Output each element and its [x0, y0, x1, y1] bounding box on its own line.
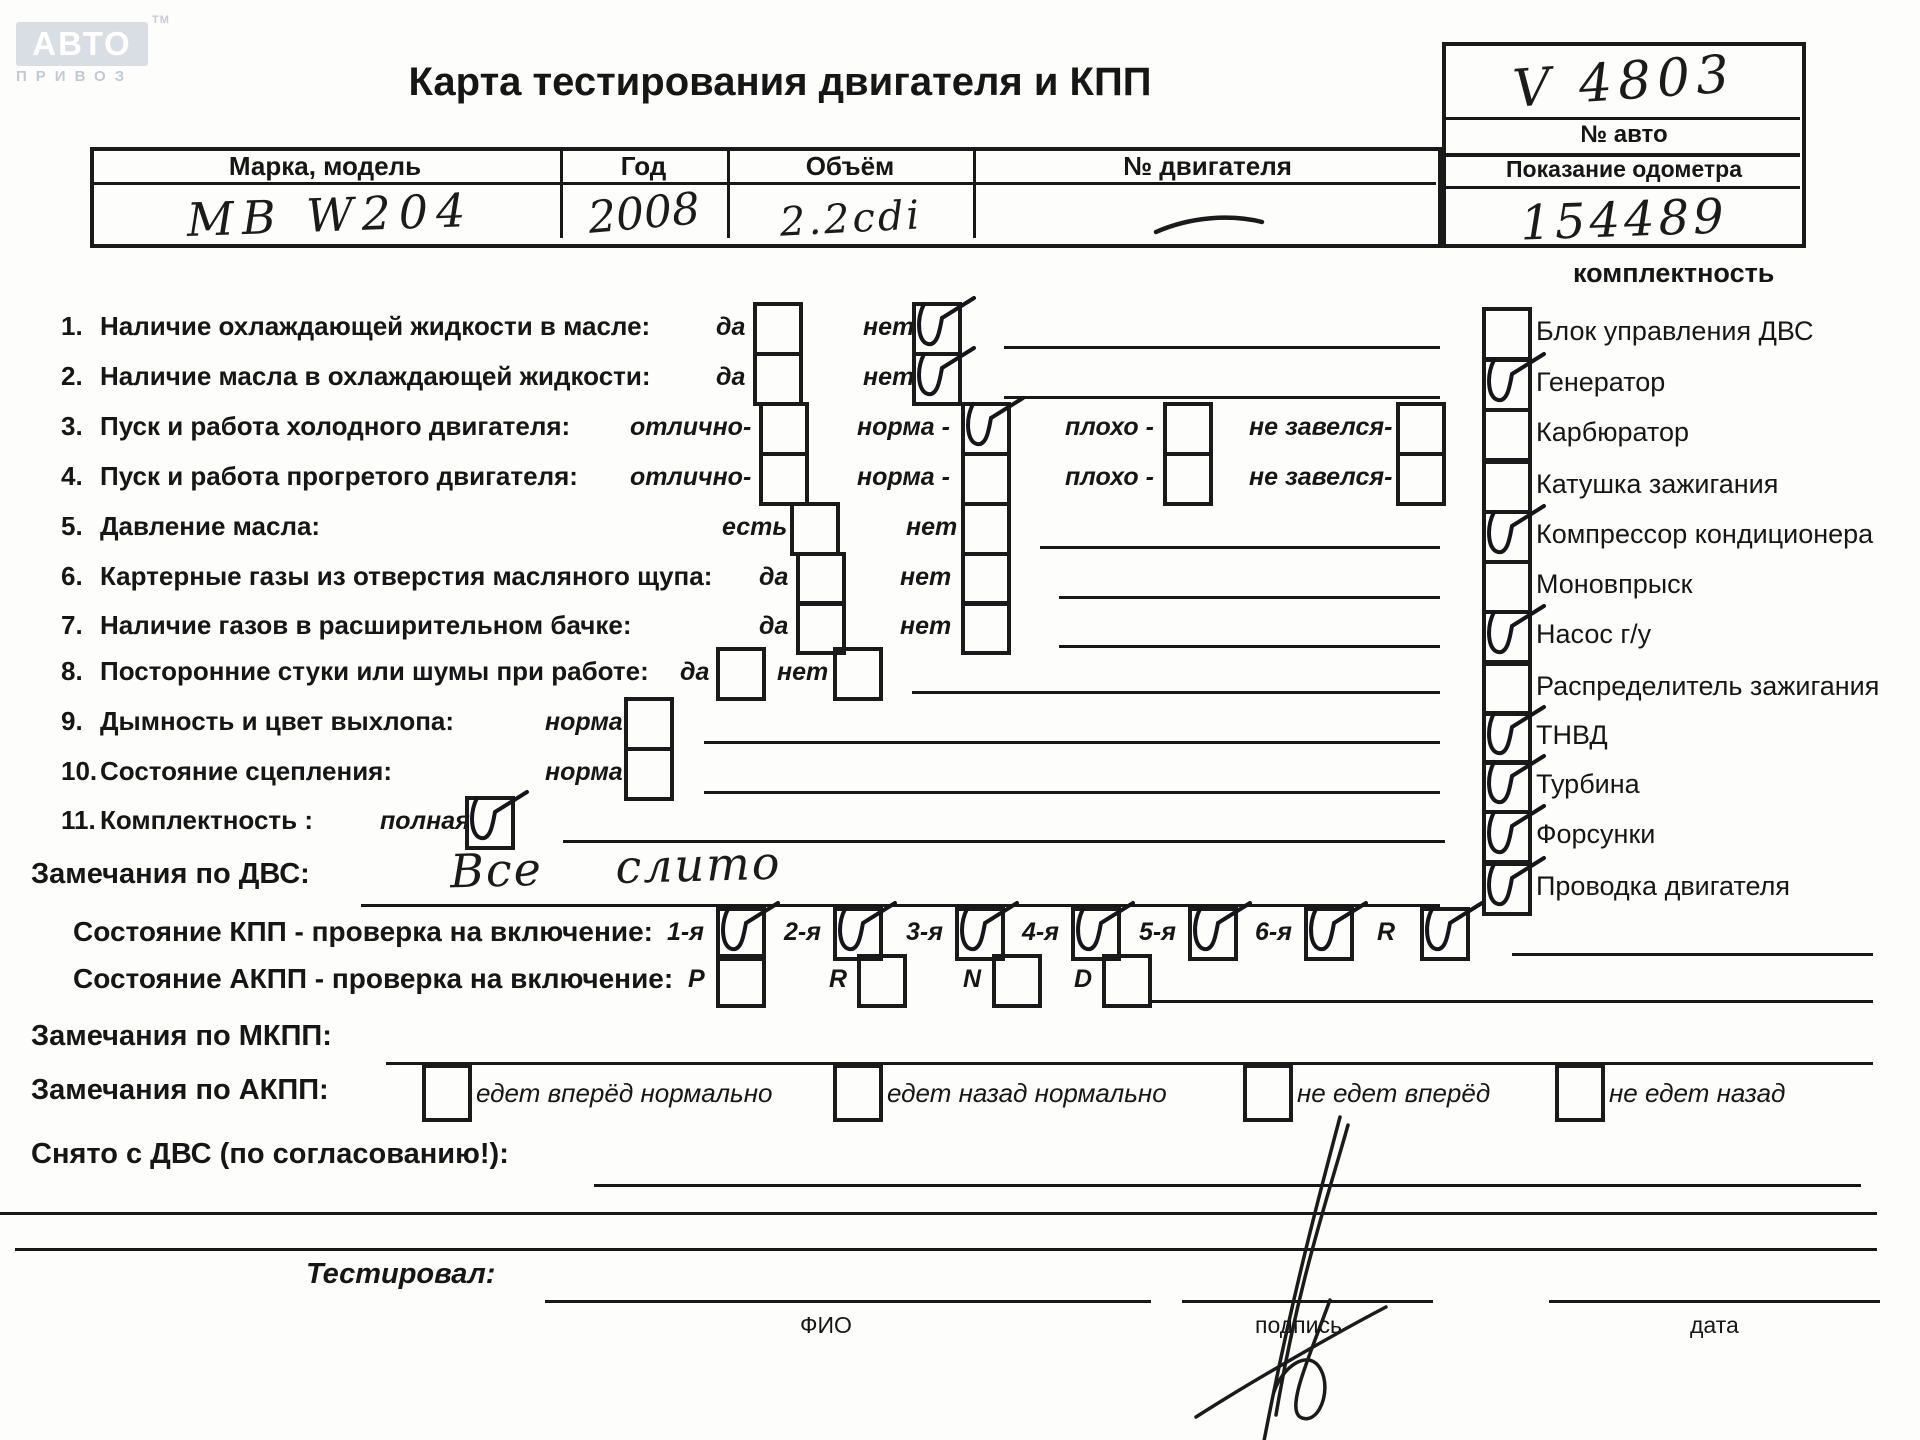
check-mark: [957, 390, 1029, 456]
option-checkbox: [796, 552, 846, 606]
gear-label: 5-я: [1139, 918, 1176, 946]
option-label: нет: [900, 612, 952, 640]
fio-caption: ФИО: [800, 1312, 852, 1338]
akpp-remark-option-label: едет вперёд нормально: [476, 1078, 773, 1108]
option-label: плохо -: [1065, 413, 1154, 441]
volume-value: 2.2cdi: [778, 192, 924, 246]
mkpp-remarks-label: Замечания по МКПП:: [31, 1020, 332, 1052]
checklist-item-number: 8.: [61, 656, 83, 686]
gear-checkbox: [1188, 907, 1238, 961]
check-mark: [461, 784, 533, 850]
option-label: отлично-: [630, 413, 752, 441]
equipment-checkbox: [1482, 510, 1532, 564]
kpp-row-label: Состояние КПП - проверка на включение:: [73, 916, 653, 947]
option-label: да: [716, 363, 746, 391]
check-mark: [951, 895, 1023, 961]
equipment-item-label: ТНВД: [1536, 720, 1608, 750]
option-label: да: [716, 313, 746, 341]
option-label: да: [680, 658, 710, 686]
signature: [1190, 1115, 1430, 1440]
akpp-remark-option-label: не едет вперёд: [1297, 1078, 1491, 1108]
tested-by-label: Тестировал:: [306, 1258, 496, 1290]
checklist-item-number: 3.: [61, 411, 83, 441]
option-label: полная: [380, 807, 470, 835]
write-in-line: [1040, 546, 1440, 549]
write-in-line: [704, 791, 1440, 794]
option-label: нет: [863, 313, 915, 341]
gear-label: R: [1377, 918, 1396, 946]
option-label: нет: [777, 658, 829, 686]
car-number-label: № авто: [1580, 121, 1668, 148]
checklist-item-label: Комплектность :: [100, 805, 314, 835]
gear-checkbox: [716, 954, 766, 1008]
date-line: [1549, 1300, 1880, 1303]
checklist-item-label: Пуск и работа прогретого двигателя:: [100, 461, 578, 491]
gear-label: D: [1074, 965, 1093, 993]
gear-label: 2-я: [784, 918, 821, 946]
engine-number-dash: [1150, 208, 1270, 238]
option-checkbox: [961, 402, 1011, 456]
gear-label: 4-я: [1022, 918, 1059, 946]
akpp-remark-option-label: едет назад нормально: [887, 1078, 1167, 1108]
checklist-item-label: Пуск и работа холодного двигателя:: [100, 411, 571, 441]
option-label: нет: [906, 513, 958, 541]
vehicle-table-header-volume: Объём: [805, 151, 895, 181]
option-checkbox: [759, 402, 809, 456]
akpp-remark-checkbox: [1555, 1064, 1605, 1122]
option-checkbox: [716, 647, 766, 701]
option-checkbox: [833, 647, 883, 701]
full-width-line: [0, 1212, 1877, 1215]
equipment-item-label: Распределитель зажигания: [1536, 671, 1880, 701]
check-mark: [1300, 895, 1372, 961]
option-label: есть: [722, 513, 788, 541]
option-checkbox: [624, 697, 674, 751]
vehicle-table-header-engine: № двигателя: [1123, 151, 1292, 181]
akpp-remark-checkbox: [1243, 1064, 1293, 1122]
checklist-item-number: 10.: [61, 756, 98, 786]
write-in-line: [1059, 596, 1440, 599]
checklist-item-label: Наличие газов в расширительном бачке:: [100, 610, 632, 640]
option-label: норма: [545, 758, 623, 786]
checklist-item-label: Давление масла:: [100, 511, 321, 541]
gear-label: 1-я: [667, 918, 704, 946]
checklist-item-number: 5.: [61, 511, 83, 541]
dvs-remarks-handwriting: Все слито: [449, 835, 783, 899]
checklist-item-number: 2.: [61, 361, 83, 391]
checklist-item-label: Наличие масла в охлаждающей жидкости:: [100, 361, 651, 391]
option-checkbox: [1163, 402, 1213, 456]
option-label: норма -: [857, 463, 950, 491]
write-in-line: [912, 691, 1440, 694]
odometer-label: Показание одометра: [1506, 156, 1742, 182]
option-label: нет: [900, 563, 952, 591]
equipment-item-label: Генератор: [1536, 367, 1666, 397]
equipment-item-label: Катушка зажигания: [1536, 469, 1779, 499]
gear-checkbox: [1071, 907, 1121, 961]
equipment-item-label: Карбюратор: [1536, 417, 1690, 447]
option-label: да: [759, 612, 789, 640]
option-checkbox: [753, 352, 803, 406]
checklist-item-number: 9.: [61, 706, 83, 736]
option-label: плохо -: [1065, 463, 1154, 491]
option-label: отлично-: [630, 463, 752, 491]
option-checkbox: [961, 502, 1011, 556]
brand-logo-tm: TM: [152, 14, 170, 26]
fio-line: [545, 1300, 1151, 1303]
write-in-line: [704, 741, 1440, 744]
check-mark: [712, 895, 784, 961]
checklist-item-number: 11.: [61, 805, 96, 835]
akpp-row-label: Состояние АКПП - проверка на включение:: [73, 963, 674, 994]
equipment-checkbox: [1482, 358, 1532, 412]
sign-caption: подпись: [1255, 1312, 1342, 1338]
akpp-remark-checkbox: [833, 1064, 883, 1122]
gear-checkbox: [1420, 907, 1470, 961]
checklist-item-number: 6.: [61, 561, 83, 591]
car-box-divider-1: [1444, 117, 1800, 120]
make-model-value: MB W204: [185, 183, 475, 247]
date-caption: дата: [1690, 1312, 1739, 1338]
check-mark: [1067, 895, 1139, 961]
write-in-line: [1059, 645, 1440, 648]
gear-label: P: [688, 965, 705, 993]
option-checkbox: [961, 552, 1011, 606]
gear-label: 6-я: [1255, 918, 1292, 946]
year-value: 2008: [585, 183, 702, 244]
gear-checkbox: [857, 954, 907, 1008]
gear-checkbox: [716, 907, 766, 961]
check-mark: [1416, 895, 1488, 961]
mkpp-remarks-line: [386, 1062, 1873, 1065]
check-mark: [1184, 895, 1256, 961]
odometer-value: 154489: [1519, 188, 1729, 252]
option-label: норма -: [857, 413, 950, 441]
vehicle-table-header-line: [92, 182, 1436, 185]
checklist-item-label: Картерные газы из отверстия масляного щупа:: [100, 561, 713, 591]
gear-checkbox: [1102, 954, 1152, 1008]
brand-logo-sub: ПРИВОЗ: [16, 68, 134, 85]
checklist-item-label: Посторонние стуки или шумы при работе:: [100, 656, 649, 686]
equipment-item-label: Моновпрыск: [1536, 569, 1693, 599]
equipment-item-label: Проводка двигателя: [1536, 871, 1790, 901]
akpp-remarks-label: Замечания по АКПП:: [31, 1074, 329, 1106]
equipment-item-label: Турбина: [1536, 769, 1640, 799]
option-checkbox: [624, 747, 674, 801]
gear-checkbox: [1304, 907, 1354, 961]
option-label: не завелся-: [1249, 463, 1393, 491]
dvs-remarks-label: Замечания по ДВС:: [31, 858, 310, 890]
equipment-title: комплектность: [1573, 258, 1775, 288]
brand-logo: АВТО: [16, 22, 148, 66]
write-in-line: [1004, 396, 1440, 399]
option-checkbox: [1396, 402, 1446, 456]
gear-checkbox: [955, 907, 1005, 961]
option-checkbox: [753, 302, 803, 356]
checklist-item-number: 4.: [61, 461, 83, 491]
kpp-remarks-line: [1512, 953, 1873, 956]
option-label: норма: [545, 708, 623, 736]
option-label: нет: [863, 363, 915, 391]
checklist-item-label: Состояние сцепления:: [100, 756, 393, 786]
equipment-checkbox: [1482, 408, 1532, 462]
removed-from-engine-label: Снято с ДВС (по согласованию!):: [31, 1138, 509, 1170]
akpp-remarks-line: [1151, 1000, 1873, 1003]
checklist-item-label: Наличие охлаждающей жидкости в масле:: [100, 311, 651, 341]
gear-label: 3-я: [906, 918, 943, 946]
option-checkbox: [961, 452, 1011, 506]
car-number-value: V 4803: [1510, 44, 1738, 120]
full-width-line: [15, 1248, 1877, 1251]
option-checkbox: [1396, 452, 1446, 506]
option-label: да: [759, 563, 789, 591]
akpp-remark-option-label: не едет назад: [1609, 1078, 1786, 1108]
gear-checkbox: [833, 907, 883, 961]
option-checkbox: [912, 352, 962, 406]
gear-label: N: [963, 965, 982, 993]
option-checkbox: [1163, 452, 1213, 506]
vehicle-table-header-make: Марка, модель: [228, 151, 422, 181]
page-title: Карта тестирования двигателя и КПП: [408, 60, 1152, 104]
option-checkbox: [759, 452, 809, 506]
equipment-item-label: Форсунки: [1536, 819, 1656, 849]
check-mark: [829, 895, 901, 961]
option-checkbox: [961, 601, 1011, 655]
option-checkbox: [790, 502, 840, 556]
checklist-item-number: 1.: [61, 311, 83, 341]
vehicle-table-header-year: Год: [620, 151, 667, 181]
equipment-item-label: Компрессор кондиционера: [1536, 519, 1874, 549]
akpp-remark-checkbox: [422, 1064, 472, 1122]
equipment-item-label: Блок управления ДВС: [1536, 316, 1814, 346]
write-in-line: [1004, 346, 1440, 349]
equipment-item-label: Насос г/у: [1536, 619, 1652, 649]
gear-checkbox: [992, 954, 1042, 1008]
checklist-item-label: Дымность и цвет выхлопа:: [100, 706, 455, 736]
option-label: не завелся-: [1249, 413, 1393, 441]
checklist-item-number: 7.: [61, 610, 83, 640]
equipment-checkbox: [1482, 610, 1532, 664]
gear-label: R: [829, 965, 848, 993]
equipment-checkbox: [1482, 862, 1532, 916]
